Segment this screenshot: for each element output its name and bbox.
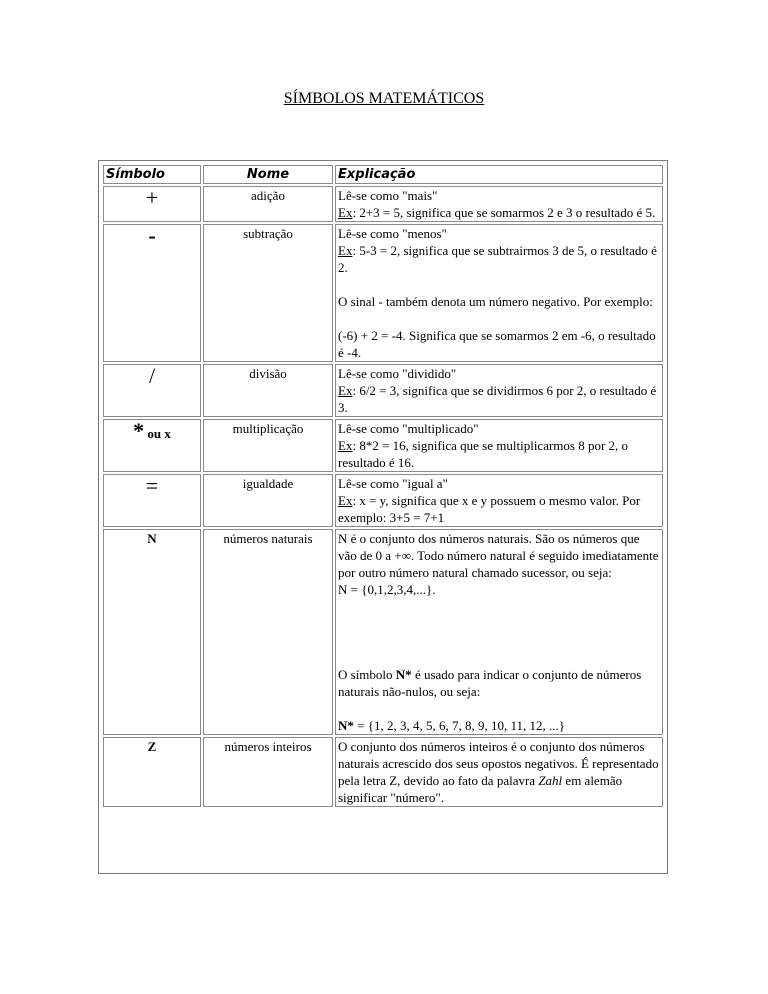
name-cell: divisão bbox=[203, 364, 333, 417]
symbol-minus: - bbox=[148, 223, 156, 248]
table-header-row bbox=[103, 165, 663, 184]
symbol-z: Z bbox=[147, 739, 157, 754]
symbol-multiply: * bbox=[133, 418, 145, 443]
table-row bbox=[103, 737, 663, 807]
symbol-n: N bbox=[147, 531, 157, 546]
explanation-cell: Lê-se como "mais" Ex: 2+3 = 5, significa que se somarmos 2 e 3 o resultado é 5. bbox=[335, 186, 663, 222]
symbol-divide: / bbox=[148, 363, 156, 388]
table-row bbox=[103, 474, 663, 527]
table-row bbox=[103, 529, 663, 735]
table-row bbox=[103, 364, 663, 417]
symbol-plus: + bbox=[145, 185, 159, 210]
name-cell: adição bbox=[203, 186, 333, 222]
name-cell: igualdade bbox=[203, 474, 333, 527]
explanation-cell: Lê-se como "igual a" Ex: x = y, significa que x e y possuem o mesmo valor. Por exemplo: 3+5 = 7+1 bbox=[335, 474, 663, 527]
header-explanation: Explicação bbox=[335, 165, 663, 184]
name-cell: números naturais bbox=[203, 529, 333, 735]
symbols-table bbox=[98, 160, 668, 874]
explanation-cell: N é o conjunto dos números naturais. São os números que vão de 0 a +∞. Todo número natural é seguido imediatamente por outro número natural chamado sucessor, ou seja: N = {0,1,2,3,4,...}. O símbolo N* é usado para indicar o conjunto de números naturais não-nulos, ou seja: N* = {1, 2, 3, 4, 5, 6, 7, 8, 9, 10, 11, 12, ...} bbox=[335, 529, 663, 735]
explanation-cell: O conjunto dos números inteiros é o conjunto dos números naturais acrescido dos seus opostos negativos. É representado pela letra Z, devido ao fato da palavra Zahl em alemão significar "número". bbox=[335, 737, 663, 807]
header-symbol: Símbolo bbox=[103, 165, 201, 184]
page-title: SÍMBOLOS MATEMÁTICOS bbox=[283, 90, 485, 107]
explanation-cell: Lê-se como "dividido" Ex: 6/2 = 3, significa que se dividirmos 6 por 2, o resultado é 3. bbox=[335, 364, 663, 417]
symbol-equals: = bbox=[145, 473, 159, 498]
name-cell: subtração bbox=[203, 224, 333, 362]
name-cell: números inteiros bbox=[203, 737, 333, 807]
table-row bbox=[103, 186, 663, 222]
table-row: * ou x multiplicação Lê-se como "multiplicado" Ex: 8*2 = 16, significa que se multiplicarmos 8 por 2, o resultado é 16. bbox=[103, 419, 663, 472]
explanation-cell: Lê-se como "menos" Ex: 5-3 = 2, significa que se subtrairmos 3 de 5, o resultado é 2. O sinal - também denota um número negativo. Por exemplo: (-6) + 2 = -4. Significa que se somarmos 2 em -6, o resultado é -4. bbox=[335, 224, 663, 362]
explanation-cell: Lê-se como "multiplicado" Ex: 8*2 = 16, significa que se multiplicarmos 8 por 2, o resultado é 16. bbox=[335, 419, 663, 472]
table-row bbox=[103, 224, 663, 362]
header-name: Nome bbox=[203, 165, 333, 184]
name-cell: multiplicação bbox=[203, 419, 333, 472]
